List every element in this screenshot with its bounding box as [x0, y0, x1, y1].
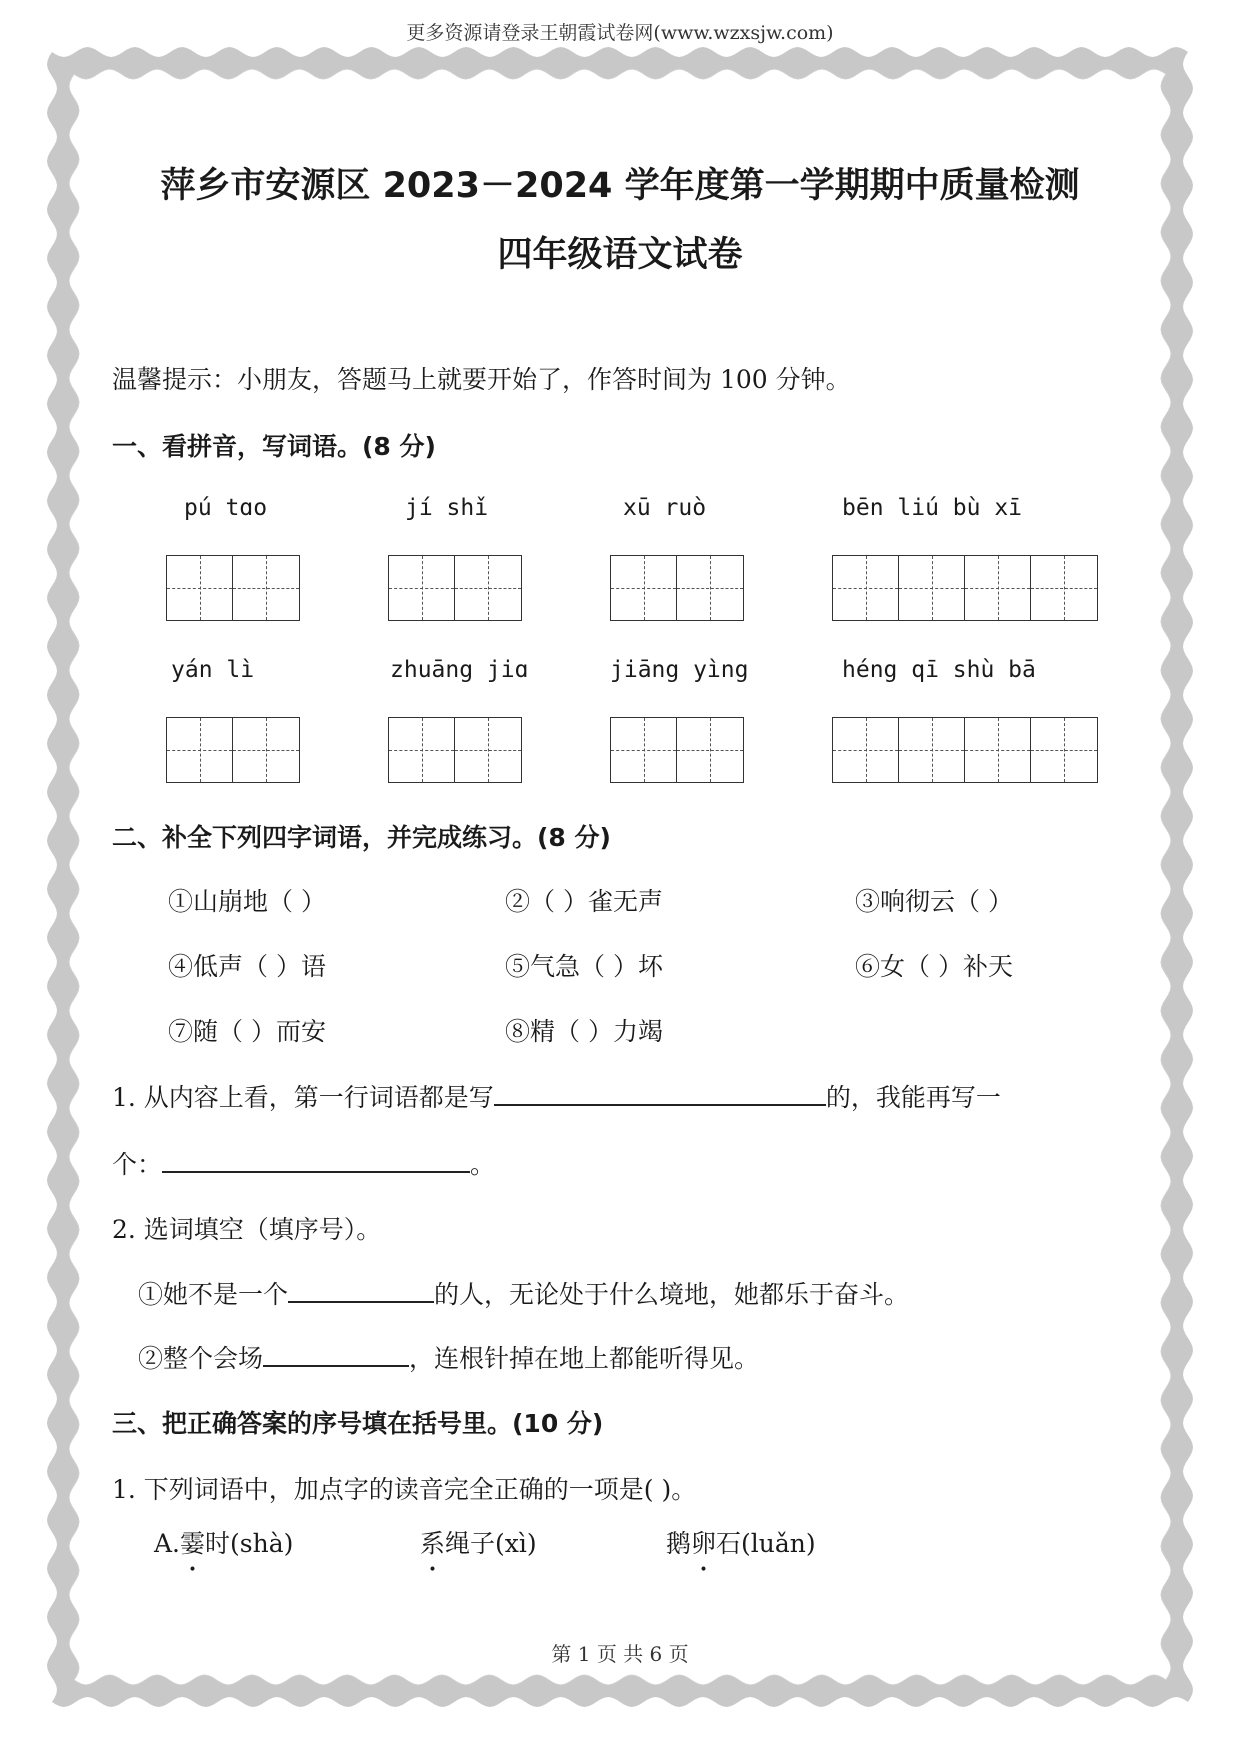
question-text: 的，我能再写一 [825, 1083, 1001, 1112]
question-2-1-line1 [112, 1078, 1001, 1114]
fill-sentence-2 [138, 1339, 759, 1375]
question-2-2: 2. 选词填空（填序号）。 [112, 1215, 382, 1244]
exam-title: 萍乡市安源区 2023－2024 学年度第一学期期中质量检测 [160, 166, 1080, 206]
option-a [154, 1524, 293, 1560]
answer-blank[interactable] [288, 1279, 434, 1303]
question-2-1-line2 [112, 1145, 495, 1181]
idiom-item: ①山崩地（ ） [168, 887, 326, 916]
answer-blank[interactable] [162, 1149, 470, 1173]
option-word: 鹅 [666, 1529, 692, 1558]
character-grid[interactable] [832, 717, 1098, 783]
question-text: 个： [112, 1150, 163, 1179]
site-header-text: 更多资源请登录王朝霞试卷网(www.wzxsjw.com) [406, 22, 834, 44]
page-footer: 第 1 页 共 6 页 [551, 1642, 689, 1666]
character-grid[interactable] [610, 555, 744, 621]
dotted-char: 系 [420, 1529, 446, 1558]
pinyin-label: jiāng yìng [610, 657, 749, 683]
option-word: 时(shà) [205, 1529, 294, 1558]
sentence-text: 的人，无论处于什么境地，她都乐于奋斗。 [434, 1280, 910, 1309]
question-text: 1. 从内容上看，第一行词语都是写 [112, 1083, 494, 1112]
pinyin-label: xū ruò [623, 495, 707, 521]
character-grid[interactable] [832, 555, 1098, 621]
character-grid[interactable] [166, 555, 300, 621]
dotted-char: 卵 [691, 1529, 717, 1558]
sentence-text: ①她不是一个 [138, 1280, 289, 1309]
dotted-char: 霎 [180, 1529, 206, 1558]
option-word: 石(luǎn) [716, 1529, 816, 1558]
section3-heading: 三、把正确答案的序号填在括号里。(10 分) [112, 1409, 604, 1438]
idiom-item: ⑦随（ ）而安 [168, 1017, 326, 1046]
question-3-1: 1. 下列词语中，加点字的读音完全正确的一项是( )。 [112, 1475, 697, 1504]
character-grid[interactable] [610, 717, 744, 783]
idiom-item: ⑤气急（ ）坏 [505, 952, 663, 981]
idiom-item: ④低声（ ）语 [168, 952, 326, 981]
pinyin-label: yán lì [171, 657, 255, 683]
answer-blank[interactable] [263, 1343, 409, 1367]
idiom-item: ⑥女（ ）补天 [855, 952, 1013, 981]
pinyin-label: bēn liú bù xī [842, 495, 1023, 521]
option-a-word2 [420, 1524, 537, 1560]
option-a-word3 [666, 1524, 816, 1560]
pinyin-label: jí shǐ [405, 495, 489, 521]
tip-text: 温馨提示：小朋友，答题马上就要开始了，作答时间为 100 分钟。 [112, 365, 851, 394]
character-grid[interactable] [388, 717, 522, 783]
character-grid[interactable] [166, 717, 300, 783]
pinyin-label: zhuāng jiɑ [390, 657, 529, 683]
idiom-item: ③响彻云（ ） [855, 887, 1013, 916]
section2-heading: 二、补全下列四字词语，并完成练习。(8 分) [112, 823, 611, 852]
exam-subtitle: 四年级语文试卷 [497, 235, 743, 275]
question-text: 。 [470, 1150, 496, 1179]
answer-blank[interactable] [494, 1082, 826, 1106]
option-label: A. [154, 1529, 181, 1558]
option-word: 绳子(xì) [445, 1529, 537, 1558]
pinyin-label: héng qī shù bā [842, 657, 1036, 683]
idiom-item: ⑧精（ ）力竭 [505, 1017, 663, 1046]
idiom-item: ②（ ）雀无声 [505, 887, 663, 916]
sentence-text: ，连根针掉在地上都能听得见。 [409, 1344, 760, 1373]
fill-sentence-1 [138, 1275, 909, 1311]
sentence-text: ②整个会场 [138, 1344, 264, 1373]
character-grid[interactable] [388, 555, 522, 621]
pinyin-label: pú tɑo [184, 495, 268, 521]
section1-heading: 一、看拼音，写词语。(8 分) [112, 432, 436, 461]
